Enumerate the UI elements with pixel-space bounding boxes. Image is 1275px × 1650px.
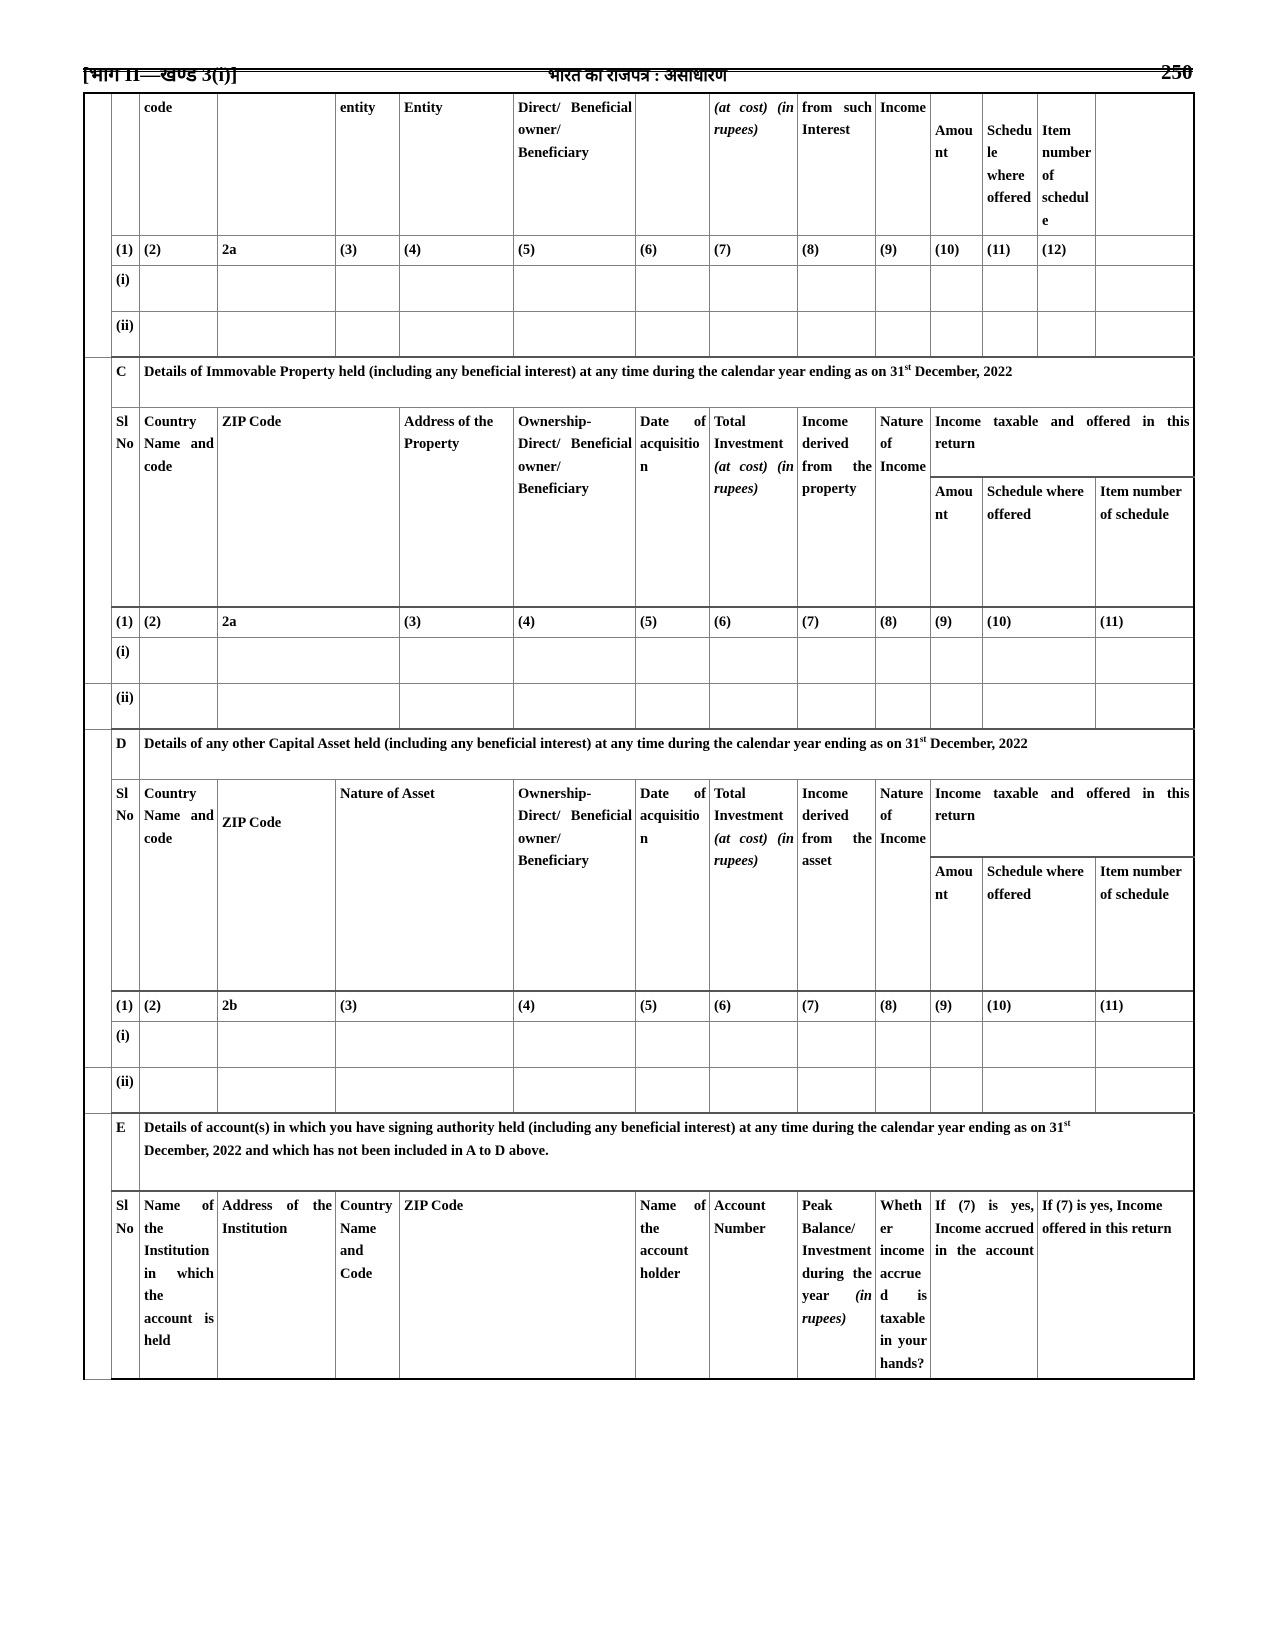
section-e-title-row <box>84 1113 1194 1191</box>
section-d-cell-ii-8[interactable] <box>876 1067 931 1113</box>
section-b-cell-i-5[interactable] <box>514 265 636 311</box>
section-c-num-11: (11) <box>1096 607 1194 637</box>
section-c-header-date-acquisition: Date of acquisition <box>636 407 710 607</box>
section-c-num-1: (1) <box>112 607 140 637</box>
section-e-title <box>140 1113 1194 1191</box>
section-d-header-nature-income: Nature of Income <box>876 779 931 991</box>
section-d-num-6: (6) <box>710 991 798 1021</box>
section-c-cell-i-10[interactable] <box>983 637 1096 683</box>
section-b-col2a-header <box>218 93 336 236</box>
section-e-header-account-holder: Name of the account holder <box>636 1191 710 1379</box>
section-d-header-schedule-where: Schedule where offered <box>983 857 1096 991</box>
section-c-header-total-investment <box>710 407 798 607</box>
section-e-letter: E <box>112 1113 140 1191</box>
section-c-num-4: (4) <box>514 607 636 637</box>
section-c-cell-ii-8[interactable] <box>876 683 931 729</box>
section-d-cell-ii-2b[interactable] <box>218 1067 336 1113</box>
section-c-row-label-ii: (ii) <box>112 683 140 729</box>
section-c-header-schedule-where: Schedule where offered <box>983 477 1096 607</box>
left-gutter-cell <box>84 93 112 357</box>
section-c-header-zip: ZIP Code <box>218 407 400 607</box>
schedule-fa-table <box>83 92 1195 1380</box>
section-d-total-investment-italic: (at cost) (in rupees) <box>714 830 794 870</box>
section-e-header-institution-address: Address of the Institution <box>218 1191 336 1379</box>
section-e-header-income-accrued: If (7) is yes, Income accrued in the account <box>931 1191 1038 1379</box>
section-d-title-prefix: Details of any other Capital Asset held (including any beneficial interest) at any time during the calendar year ending as on 31 <box>144 736 920 753</box>
section-d-header-date-acquisition: Date of acquisition <box>636 779 710 991</box>
section-d-num-4: (4) <box>514 991 636 1021</box>
section-b-num-5: (5) <box>514 236 636 265</box>
section-d-cell-ii-6[interactable] <box>710 1067 798 1113</box>
section-b-cell-i-8[interactable] <box>798 265 876 311</box>
section-b-num-8: (8) <box>798 236 876 265</box>
section-b-cell-i-6[interactable] <box>636 265 710 311</box>
section-e-header-income-offered: If (7) is yes, Income offered in this return <box>1038 1191 1194 1379</box>
section-d-row-label-i: (i) <box>112 1021 140 1067</box>
section-c-cell-i-6[interactable] <box>710 637 798 683</box>
section-c-title-suffix: December, 2022 <box>911 364 1013 381</box>
section-b-cell-ii-12[interactable] <box>1038 311 1096 357</box>
section-d-cell-ii-4[interactable] <box>514 1067 636 1113</box>
section-b-cell-ii-5[interactable] <box>514 311 636 357</box>
section-d-cell-i-2b[interactable] <box>218 1021 336 1067</box>
section-c-title <box>140 357 1194 407</box>
section-d-num-9: (9) <box>931 991 983 1021</box>
section-d-data-row-i[interactable] <box>84 1021 1194 1067</box>
section-c-cell-ii-11[interactable] <box>1096 683 1194 729</box>
section-c-cell-ii-4[interactable] <box>514 683 636 729</box>
section-d-cell-ii-10[interactable] <box>983 1067 1096 1113</box>
section-b-row-label-ii: (ii) <box>112 311 140 357</box>
section-d-cell-i-6[interactable] <box>710 1021 798 1067</box>
section-c-cell-ii-9[interactable] <box>931 683 983 729</box>
section-b-num-1: (1) <box>112 236 140 265</box>
section-d-header-zip: ZIP Code <box>218 779 336 991</box>
section-b-num-3: (3) <box>336 236 400 265</box>
section-c-header-nature-income: Nature of Income <box>876 407 931 607</box>
section-d-number-row <box>84 991 1194 1021</box>
section-d-cell-i-7[interactable] <box>798 1021 876 1067</box>
section-d-title-row <box>84 729 1194 779</box>
section-b-cell-i-4[interactable] <box>400 265 514 311</box>
section-b-interest-header: from such Interest <box>798 93 876 236</box>
section-c-row-label-i: (i) <box>112 637 140 683</box>
section-b-cost-header: (at cost) (in rupees) <box>710 93 798 236</box>
section-c-cell-ii-10[interactable] <box>983 683 1096 729</box>
section-b-income-header: Income <box>876 93 931 236</box>
section-b-schedule-header: Schedule where offered <box>983 93 1038 236</box>
section-c-header-ownership: Ownership- Direct/ Beneficial owner/ Beneficiary <box>514 407 636 607</box>
section-b-cell-ii-7[interactable] <box>710 311 798 357</box>
section-b-cell-i-11[interactable] <box>983 265 1038 311</box>
right-gutter-cell-b2 <box>1096 236 1194 265</box>
section-d-cell-ii-11[interactable] <box>1096 1067 1194 1113</box>
section-c-header-country: Country Name and code <box>140 407 218 607</box>
section-d-cell-ii-3[interactable] <box>336 1067 514 1113</box>
section-c-title-sup: st <box>904 362 912 373</box>
section-c-number-row <box>84 607 1194 637</box>
section-c-num-7: (7) <box>798 607 876 637</box>
section-e-header-zip: ZIP Code <box>400 1191 636 1379</box>
section-c-data-row-ii[interactable] <box>84 683 1194 729</box>
section-b-entity2-header: Entity <box>400 93 514 236</box>
section-d-cell-i-8[interactable] <box>876 1021 931 1067</box>
section-c-header-address: Address of the Property <box>400 407 514 607</box>
section-b-cell-i-2a[interactable] <box>218 265 336 311</box>
section-e-header-peak-balance <box>798 1191 876 1379</box>
section-b-data-row-ii[interactable] <box>84 311 1194 357</box>
section-d-num-3: (3) <box>336 991 514 1021</box>
section-c-header-row <box>84 407 1194 477</box>
section-b-cell-i-12[interactable] <box>1038 265 1096 311</box>
section-c-num-10: (10) <box>983 607 1096 637</box>
section-d-cell-i-2[interactable] <box>140 1021 218 1067</box>
section-e-header-row <box>84 1191 1194 1379</box>
section-c-header-sl-no: Sl No <box>112 407 140 607</box>
section-d-title-suffix: December, 2022 <box>926 736 1028 753</box>
section-c-cell-i-8[interactable] <box>876 637 931 683</box>
section-b-header-row <box>84 93 1194 236</box>
section-c-num-8: (8) <box>876 607 931 637</box>
section-c-cell-i-3[interactable] <box>400 637 514 683</box>
section-c-header-item-number: Item number of schedule <box>1096 477 1194 607</box>
left-gutter-cell-c <box>84 357 112 683</box>
section-b-cell-ii-2[interactable] <box>140 311 218 357</box>
section-d-cell-i-11[interactable] <box>1096 1021 1194 1067</box>
page-header <box>82 0 1193 86</box>
section-b-ownership-header: Direct/ Beneficial owner/ Beneficiary <box>514 93 636 236</box>
section-b-cell-i-2[interactable] <box>140 265 218 311</box>
section-b-cell-ii-3[interactable] <box>336 311 400 357</box>
section-d-header-income-derived: Income derived from the asset <box>798 779 876 991</box>
section-b-entity-header: entity <box>336 93 400 236</box>
section-b-cell-i-7[interactable] <box>710 265 798 311</box>
section-b-number-row <box>84 236 1194 265</box>
left-gutter-cell-d2 <box>84 1067 112 1113</box>
section-c-cell-i-7[interactable] <box>798 637 876 683</box>
right-gutter-cell-b3 <box>1096 265 1194 311</box>
section-b-num-12: (12) <box>1038 236 1096 265</box>
section-c-letter: C <box>112 357 140 407</box>
section-c-num-6: (6) <box>710 607 798 637</box>
gazette-part-label: [भाग II—खण्ड 3(i)] <box>82 64 238 86</box>
section-b-cell-i-10[interactable] <box>931 265 983 311</box>
section-c-title-row <box>84 357 1194 407</box>
section-d-num-11: (11) <box>1096 991 1194 1021</box>
section-b-num-11: (11) <box>983 236 1038 265</box>
section-d-num-10: (10) <box>983 991 1096 1021</box>
section-c-num-3: (3) <box>400 607 514 637</box>
section-d-header-ownership: Ownership- Direct/ Beneficial owner/ Beneficiary <box>514 779 636 991</box>
section-b-num-2: (2) <box>140 236 218 265</box>
section-e-header-account-number: Account Number <box>710 1191 798 1379</box>
section-d-cell-ii-5[interactable] <box>636 1067 710 1113</box>
section-c-cell-ii-2a[interactable] <box>218 683 400 729</box>
section-d-num-5: (5) <box>636 991 710 1021</box>
section-c-cell-ii-3[interactable] <box>400 683 514 729</box>
section-c-num-2: (2) <box>140 607 218 637</box>
section-d-header-amount: Amount <box>931 857 983 991</box>
section-d-num-7: (7) <box>798 991 876 1021</box>
section-b-cell-ii-2a[interactable] <box>218 311 336 357</box>
section-d-header-sl-no: Sl No <box>112 779 140 991</box>
section-d-cell-i-3[interactable] <box>336 1021 514 1067</box>
section-b-col6-header <box>636 93 710 236</box>
section-c-cell-i-11[interactable] <box>1096 637 1194 683</box>
section-b-code-header: code <box>140 93 218 236</box>
section-d-row-label-ii: (ii) <box>112 1067 140 1113</box>
section-b-num-6: (6) <box>636 236 710 265</box>
section-b-num-2a: 2a <box>218 236 336 265</box>
right-gutter-cell-b <box>1096 93 1194 236</box>
section-c-data-row-i[interactable] <box>84 637 1194 683</box>
section-c-cell-i-5[interactable] <box>636 637 710 683</box>
section-d-num-2: (2) <box>140 991 218 1021</box>
section-b-cell-ii-9[interactable] <box>876 311 931 357</box>
section-c-cell-i-2[interactable] <box>140 637 218 683</box>
section-b-cell-ii-8[interactable] <box>798 311 876 357</box>
section-c-total-investment-plain: Total Investment <box>714 413 784 453</box>
section-d-num-8: (8) <box>876 991 931 1021</box>
gazette-title-hindi: भारत का राजपत्र : असाधारण <box>547 66 728 85</box>
section-c-cell-ii-2[interactable] <box>140 683 218 729</box>
section-d-header-nature-asset: Nature of Asset <box>336 779 514 991</box>
section-e-title-sup: st <box>1064 1118 1071 1129</box>
left-gutter-cell-c2 <box>84 683 112 729</box>
section-c-cell-i-2a[interactable] <box>218 637 400 683</box>
section-b-row-label-i: (i) <box>112 265 140 311</box>
section-e-peak-balance-plain: Peak Balance/ Investment during the year <box>802 1198 872 1305</box>
section-b-col1-header <box>112 93 140 236</box>
section-d-cell-ii-9[interactable] <box>931 1067 983 1113</box>
section-e-header-whether-taxable: Whether income accrued is taxable in your hands? <box>876 1191 931 1379</box>
section-d-header-row <box>84 779 1194 857</box>
section-b-data-row-i[interactable] <box>84 265 1194 311</box>
section-c-title-prefix: Details of Immovable Property held (including any beneficial interest) at any time during the calendar year ending as on 31 <box>144 364 905 381</box>
section-d-cell-i-5[interactable] <box>636 1021 710 1067</box>
section-c-num-2a: 2a <box>218 607 400 637</box>
section-c-cell-i-4[interactable] <box>514 637 636 683</box>
section-e-title-line2: December, 2022 and which has not been included in A to D above. <box>144 1142 549 1159</box>
section-e-header-country: Country Name and Code <box>336 1191 400 1379</box>
section-d-cell-i-9[interactable] <box>931 1021 983 1067</box>
section-d-title-sup: st <box>919 734 927 745</box>
section-b-cell-ii-10[interactable] <box>931 311 983 357</box>
section-b-cell-ii-4[interactable] <box>400 311 514 357</box>
section-b-amount-header: Amount <box>931 93 983 236</box>
section-e-header-institution-name: Name of the Institution in which the account is held <box>140 1191 218 1379</box>
section-d-cell-ii-2[interactable] <box>140 1067 218 1113</box>
section-d-header-item-number: Item number of schedule <box>1096 857 1194 991</box>
section-c-num-5: (5) <box>636 607 710 637</box>
section-d-title <box>140 729 1194 779</box>
section-b-num-9: (9) <box>876 236 931 265</box>
left-gutter-cell-d <box>84 729 112 1067</box>
section-b-cell-ii-6[interactable] <box>636 311 710 357</box>
section-e-header-sl-no: Sl No <box>112 1191 140 1379</box>
section-b-cell-i-9[interactable] <box>876 265 931 311</box>
section-d-total-investment-plain: Total Investment <box>714 785 784 825</box>
section-d-cell-ii-7[interactable] <box>798 1067 876 1113</box>
schedule-fa-table-wrapper <box>83 92 1193 1380</box>
section-b-item-number-header: Item number of schedule <box>1038 93 1096 236</box>
section-d-header-total-investment <box>710 779 798 991</box>
section-b-cell-ii-11[interactable] <box>983 311 1038 357</box>
section-d-cell-i-10[interactable] <box>983 1021 1096 1067</box>
section-d-num-2b: 2b <box>218 991 336 1021</box>
section-b-num-4: (4) <box>400 236 514 265</box>
section-c-cell-i-9[interactable] <box>931 637 983 683</box>
section-b-num-7: (7) <box>710 236 798 265</box>
section-d-data-row-ii[interactable] <box>84 1067 1194 1113</box>
section-c-cell-ii-5[interactable] <box>636 683 710 729</box>
section-d-num-1: (1) <box>112 991 140 1021</box>
right-gutter-cell-b4 <box>1096 311 1194 357</box>
section-e-title-line1: Details of account(s) in which you have signing authority held (including any beneficial interest) at any time during the calendar year ending as on 31 <box>144 1120 1064 1137</box>
section-e-peak-balance-italic: (in rupees) <box>802 1288 872 1327</box>
section-c-num-9: (9) <box>931 607 983 637</box>
section-d-header-country: Country Name and code <box>140 779 218 991</box>
section-c-cell-ii-6[interactable] <box>710 683 798 729</box>
section-c-total-investment-italic: (at cost) (in rupees) <box>714 458 794 498</box>
left-gutter-cell-e <box>84 1113 112 1379</box>
section-c-header-taxable-group: Income taxable and offered in this return <box>931 407 1194 477</box>
section-d-cell-i-4[interactable] <box>514 1021 636 1067</box>
section-c-header-income-derived: Income derived from the property <box>798 407 876 607</box>
section-b-cell-i-3[interactable] <box>336 265 400 311</box>
section-b-num-10: (10) <box>931 236 983 265</box>
page-number: 250 <box>1161 60 1193 84</box>
section-c-cell-ii-7[interactable] <box>798 683 876 729</box>
section-d-header-taxable-group: Income taxable and offered in this return <box>931 779 1194 857</box>
section-d-letter: D <box>112 729 140 779</box>
section-c-header-amount: Amount <box>931 477 983 607</box>
